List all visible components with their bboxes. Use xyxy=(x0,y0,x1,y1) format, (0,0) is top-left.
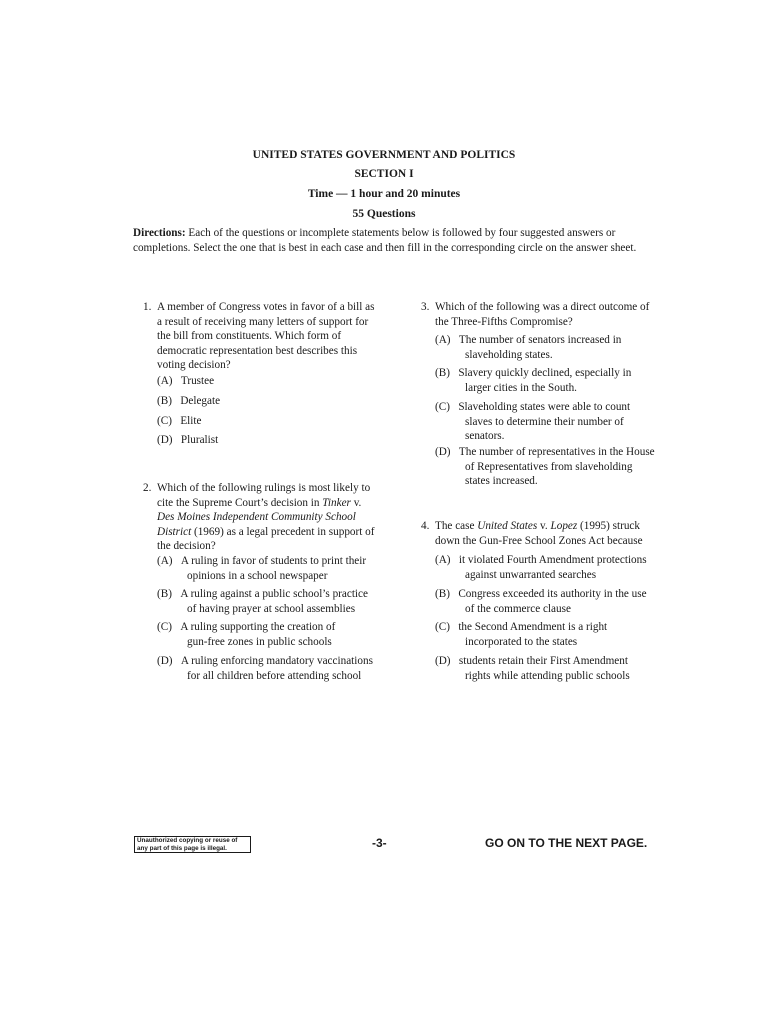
option-letter: (C) xyxy=(435,401,450,413)
option-text: the Second Amendment is a right xyxy=(458,621,608,633)
option-text: rights while attending public schools xyxy=(465,669,630,682)
option-text: of the commerce clause xyxy=(465,602,571,615)
stem-line: A member of Congress votes in favor of a bill as xyxy=(157,301,375,313)
answer-option[interactable] xyxy=(157,620,397,649)
option-text: against unwarranted searches xyxy=(465,568,597,581)
option-text: gun-free zones in public schools xyxy=(187,635,332,648)
option-letter: (A) xyxy=(435,334,451,346)
question-number: 1. xyxy=(143,301,152,313)
stem-line: a result of receiving many letters of support for xyxy=(157,315,369,328)
option-text: Slavery quickly declined, especially in xyxy=(458,367,632,379)
answer-option[interactable] xyxy=(157,554,397,583)
answer-option[interactable] xyxy=(435,620,675,649)
option-text: incorporated to the states xyxy=(465,635,578,648)
option-text: Trustee xyxy=(180,375,215,387)
option-letter: (B) xyxy=(435,367,450,379)
stem-line: the decision? xyxy=(157,540,216,552)
stem-line: democratic representation best describes this xyxy=(157,344,358,357)
stem-line: down the Gun-Free School Zones Act because xyxy=(435,534,643,547)
option-text: Congress exceeded its authority in the use xyxy=(458,588,647,600)
stem-line: the bill from constituents. Which form of xyxy=(157,330,342,342)
answer-option[interactable] xyxy=(435,445,675,489)
option-letter: (B) xyxy=(157,395,172,407)
stem-line: Which of the following was a direct outcome of xyxy=(435,301,650,313)
option-text: senators. xyxy=(465,430,505,442)
option-letter: (D) xyxy=(435,446,451,458)
option-text: The number of senators increased in xyxy=(458,334,622,346)
option-letter: (A) xyxy=(435,554,451,566)
stem-text: (1995) struck xyxy=(577,520,640,532)
option-letter: (D) xyxy=(157,434,173,446)
question-stem xyxy=(157,300,387,373)
option-letter: (C) xyxy=(157,621,172,633)
stem-text: v. xyxy=(537,520,551,532)
page-number: -3- xyxy=(372,836,387,850)
option-text: it violated Fourth Amendment protections xyxy=(458,554,647,566)
option-text: larger cities in the South. xyxy=(465,381,577,394)
answer-option[interactable] xyxy=(157,654,397,683)
option-letter: (C) xyxy=(157,415,172,427)
notice-line: Unauthorized copying or reuse of xyxy=(137,837,238,844)
stem-line: the Three-Fifths Compromise? xyxy=(435,315,573,328)
option-letter: (B) xyxy=(435,588,450,600)
answer-option[interactable] xyxy=(435,553,675,582)
option-text: A ruling enforcing mandatory vaccinations xyxy=(180,655,373,667)
next-page-instruction: GO ON TO THE NEXT PAGE. xyxy=(485,836,648,850)
case-name: Tinker xyxy=(322,496,351,509)
option-letter: (D) xyxy=(157,655,173,667)
option-text: A ruling in favor of students to print their xyxy=(180,555,367,567)
page-title: UNITED STATES GOVERNMENT AND POLITICS xyxy=(252,149,516,161)
option-text: of having prayer at school assemblies xyxy=(187,602,356,615)
question-stem xyxy=(435,300,670,329)
option-text: students retain their First Amendment xyxy=(458,655,628,667)
option-text: Delegate xyxy=(180,395,221,407)
stem-line: Which of the following rulings is most likely to xyxy=(157,482,371,494)
time-limit: Time — 1 hour and 20 minutes xyxy=(307,188,461,200)
question-number: 3. xyxy=(421,301,430,313)
option-text: for all children before attending school xyxy=(187,669,362,682)
answer-option[interactable] xyxy=(435,654,675,683)
answer-option[interactable] xyxy=(157,433,218,448)
option-text: Pluralist xyxy=(180,434,219,446)
case-name: District xyxy=(157,525,192,538)
question-number: 4. xyxy=(421,520,430,532)
stem-line: voting decision? xyxy=(157,359,231,371)
answer-option[interactable] xyxy=(435,333,675,362)
section-heading: SECTION I xyxy=(354,168,414,180)
question-stem xyxy=(435,519,670,548)
question-stem xyxy=(157,481,392,554)
option-letter: (B) xyxy=(157,588,172,600)
option-text: Slaveholding states were able to count xyxy=(458,401,631,413)
stem-text: The case xyxy=(435,520,478,532)
option-letter: (D) xyxy=(435,655,451,667)
stem-text: (1969) as a legal precedent in support of xyxy=(191,525,375,538)
option-text: of Representatives from slaveholding xyxy=(465,460,633,473)
stem-text: v. xyxy=(350,496,362,509)
option-text: opinions in a school newspaper xyxy=(187,569,328,582)
option-text: A ruling supporting the creation of xyxy=(180,621,336,633)
answer-option[interactable] xyxy=(157,394,220,409)
stem-line xyxy=(157,525,392,540)
directions-text: Each of the questions or incomplete statements below is followed by four suggested answers or completions. Select the one that is best in each case and then fill in the corresponding circle on the answer sheet. xyxy=(133,227,637,254)
option-text: A ruling against a public school’s practice xyxy=(180,588,368,600)
answer-option[interactable] xyxy=(435,400,675,444)
option-letter: (C) xyxy=(435,621,450,633)
stem-line xyxy=(157,510,392,525)
directions-label: Directions: xyxy=(133,227,186,239)
stem-text: cite the Supreme Court’s decision in xyxy=(157,496,323,509)
answer-option[interactable] xyxy=(435,587,675,616)
option-text: The number of representatives in the House xyxy=(458,446,655,458)
copyright-notice xyxy=(134,836,251,853)
stem-line xyxy=(157,496,392,511)
case-name: United States xyxy=(477,520,538,532)
answer-option[interactable] xyxy=(435,366,675,395)
option-letter: (A) xyxy=(157,375,173,387)
directions xyxy=(133,226,653,256)
option-text: slaves to determine their number of xyxy=(465,415,624,428)
case-name: Des Moines Independent Community School xyxy=(157,511,356,523)
question-count: 55 Questions xyxy=(352,208,416,220)
answer-option[interactable] xyxy=(157,414,201,429)
option-text: slaveholding states. xyxy=(465,348,553,361)
answer-option[interactable] xyxy=(157,587,397,616)
question-number: 2. xyxy=(143,482,152,494)
notice-line: any part of this page is illegal. xyxy=(137,845,227,852)
option-letter: (A) xyxy=(157,555,173,567)
case-name: Lopez xyxy=(550,520,578,532)
stem-line xyxy=(435,519,670,534)
option-text: Elite xyxy=(180,415,202,427)
option-text: states increased. xyxy=(465,475,538,487)
answer-option[interactable] xyxy=(157,374,214,389)
